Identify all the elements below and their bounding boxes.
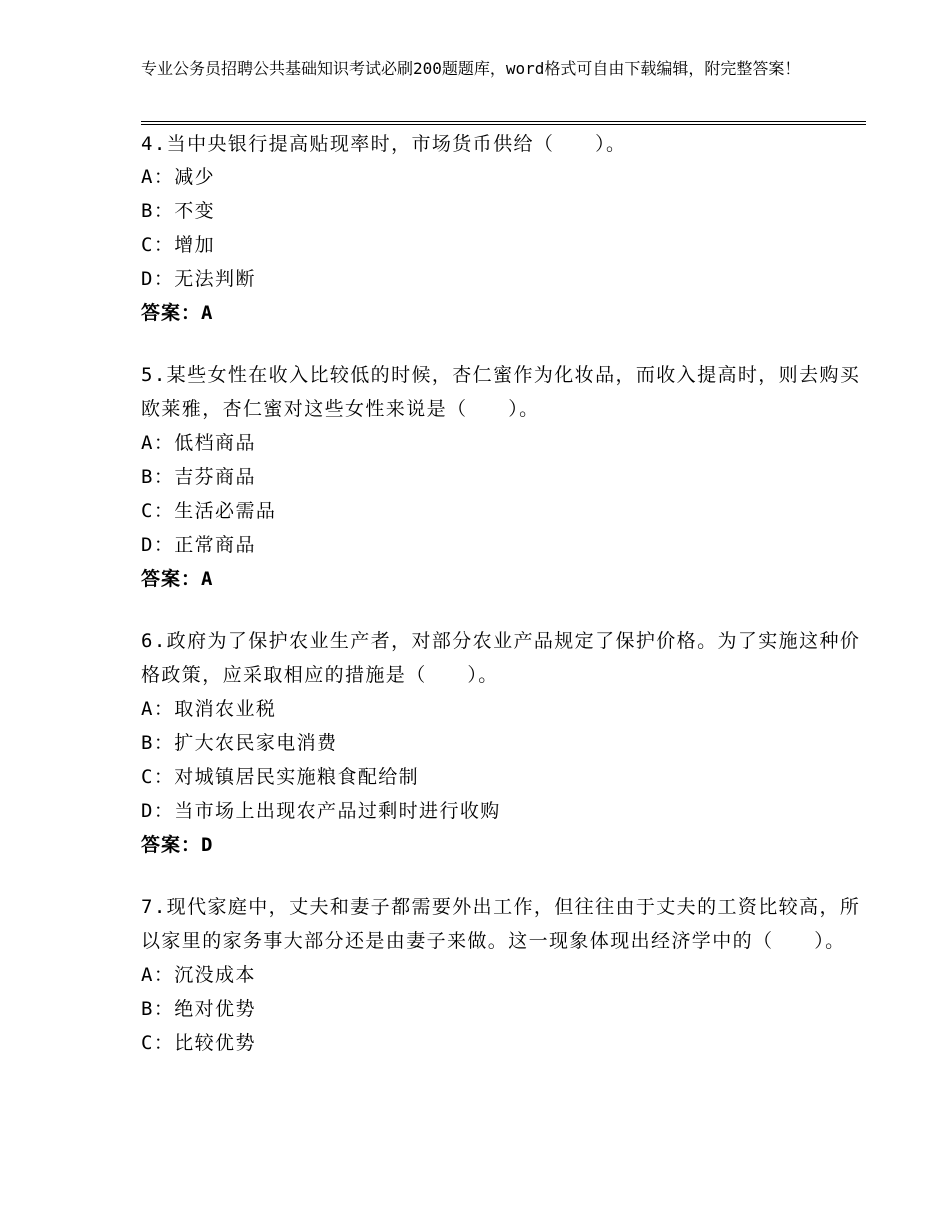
header-rule-top: [141, 121, 866, 122]
question-list: [141, 126, 866, 1086]
answer-line: 答案：D: [141, 834, 214, 856]
option-b: B：扩大农民家电消费: [141, 732, 338, 754]
option-b: B：不变: [141, 200, 216, 222]
question-stem: 6.政府为了保护农业生产者，对部分农业产品规定了保护价格。为了实施这种价格政策，应采取相应的措施是（ ）。: [141, 630, 861, 686]
question-block: [141, 888, 866, 1060]
option-d: D：当市场上出现农产品过剩时进行收购: [141, 800, 501, 822]
option-c: C：比较优势: [141, 1032, 256, 1054]
question-block: [141, 126, 866, 330]
question-block: [141, 622, 866, 862]
option-c: C：对城镇居民实施粮食配给制: [141, 766, 420, 788]
option-d: D：正常商品: [141, 534, 256, 556]
option-a: A：取消农业税: [141, 698, 277, 720]
document-header: 专业公务员招聘公共基础知识考试必刷200题题库，word格式可自由下载编辑，附完整答案！: [141, 59, 801, 78]
question-stem: 7.现代家庭中，丈夫和妻子都需要外出工作，但往往由于丈夫的工资比较高，所以家里的家务事大部分还是由妻子来做。这一现象体现出经济学中的（ ）。: [141, 896, 861, 952]
question-block: [141, 356, 866, 596]
option-b: B：绝对优势: [141, 998, 256, 1020]
option-c: C：增加: [141, 234, 216, 256]
option-b: B：吉芬商品: [141, 466, 256, 488]
answer-line: 答案：A: [141, 568, 214, 590]
option-a: A：沉没成本: [141, 964, 256, 986]
question-stem: 4.当中央银行提高贴现率时，市场货币供给（ ）。: [141, 133, 627, 155]
question-stem: 5.某些女性在收入比较低的时候，杏仁蜜作为化妆品，而收入提高时，则去购买欧莱雅，杏仁蜜对这些女性来说是（ ）。: [141, 364, 861, 420]
option-a: A：低档商品: [141, 432, 256, 454]
option-d: D：无法判断: [141, 268, 256, 290]
header-rule-bottom: [141, 124, 866, 125]
answer-line: 答案：A: [141, 302, 214, 324]
option-a: A：减少: [141, 166, 216, 188]
option-c: C：生活必需品: [141, 500, 277, 522]
